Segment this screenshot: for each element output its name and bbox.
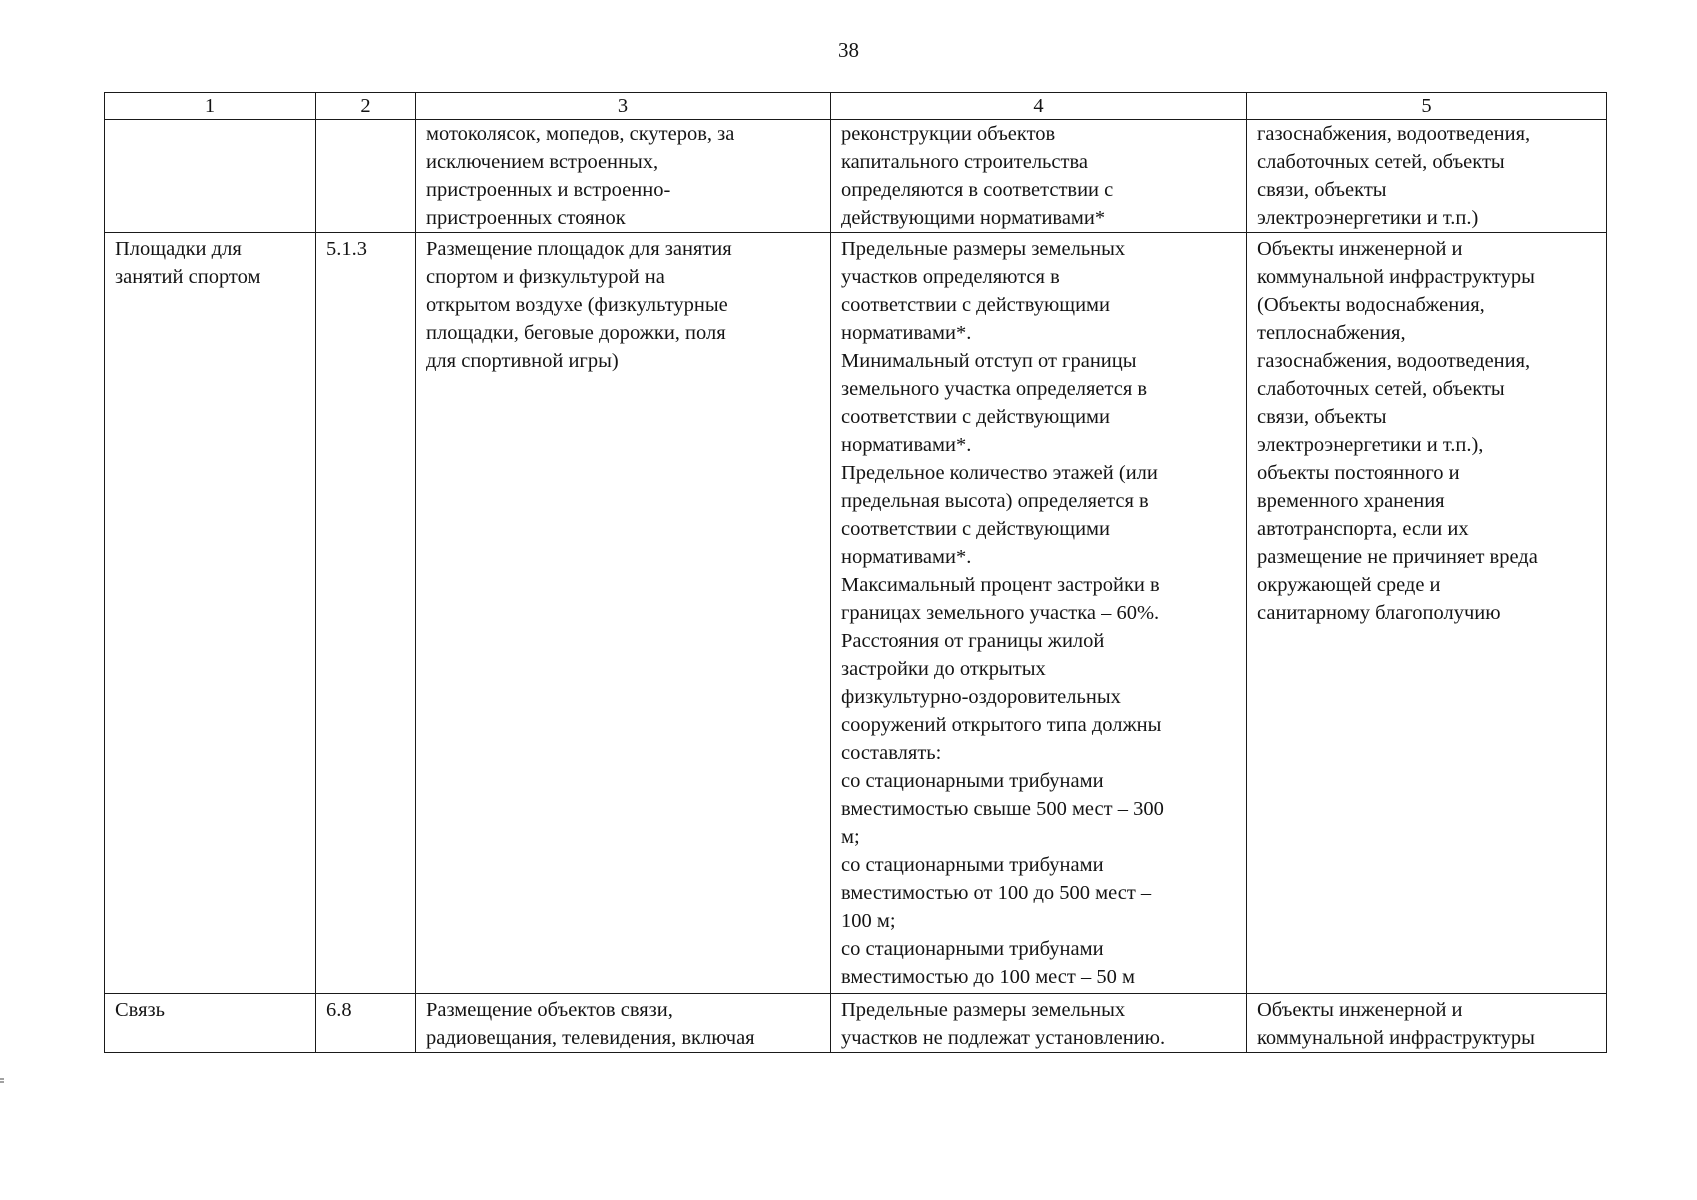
cell-description: Размещение площадок для занятия спортом и физкультурой на открытом воздухе (физкультурные площадки, беговые дорожки, поля для спортивной игры)	[416, 233, 831, 994]
cell-parameters: Предельные размеры земельных участков не подлежат установлению.	[831, 994, 1247, 1053]
header-col-4: 4	[831, 93, 1247, 120]
cell-code	[316, 120, 416, 233]
cell-use-name: Площадки для занятий спортом	[105, 233, 316, 994]
scan-edge-mark	[0, 1078, 4, 1083]
regulations-table	[104, 92, 1607, 1053]
cell-parameters: реконструкции объектов капитального строительства определяются в соответствии с действующими нормативами*	[831, 120, 1247, 233]
table-row	[105, 233, 1607, 994]
table-row	[105, 120, 1607, 233]
cell-use-name	[105, 120, 316, 233]
cell-use-name: Связь	[105, 994, 316, 1053]
header-col-2: 2	[316, 93, 416, 120]
cell-description: мотоколясок, мопедов, скутеров, за исключением встроенных, пристроенных и встроенно- пристроенных стоянок	[416, 120, 831, 233]
table-row	[105, 994, 1607, 1053]
page-number: 38	[838, 38, 859, 62]
cell-description: Размещение объектов связи, радиовещания, телевидения, включая	[416, 994, 831, 1053]
header-col-5: 5	[1247, 93, 1607, 120]
header-row	[105, 93, 1607, 120]
cell-code: 5.1.3	[316, 233, 416, 994]
cell-auxiliary-uses: газоснабжения, водоотведения, слаботочных сетей, объекты связи, объекты электроэнергетики и т.п.)	[1247, 120, 1607, 233]
cell-auxiliary-uses: Объекты инженерной и коммунальной инфраструктуры	[1247, 994, 1607, 1053]
cell-auxiliary-uses: Объекты инженерной и коммунальной инфраструктуры (Объекты водоснабжения, теплоснабжения, газоснабжения, водоотведения, слаботочных сетей, объекты связи, объекты электроэнергетики и т.п.), объекты постоянного и временного хранения автотранспорта, если их размещение не причиняет вреда окружающей среде и санитарному благополучию	[1247, 233, 1607, 994]
header-col-1: 1	[105, 93, 316, 120]
cell-parameters: Предельные размеры земельных участков определяются в соответствии с действующими нормативами*. Минимальный отступ от границы земельного участка определяется в соответствии с действующими нормативами*. Предельное количество этажей (или предельная высота) определяется в соответствии с действующими нормативами*. Максимальный процент застройки в границах земельного участка – 60%. Расстояния от границы жилой застройки до открытых физкультурно-оздоровительных сооружений открытого типа должны составлять: со стационарными трибунами вместимостью свыше 500 мест – 300 м; со стационарными трибунами вместимостью от 100 до 500 мест – 100 м; со стационарными трибунами вместимостью до 100 мест – 50 м	[831, 233, 1247, 994]
header-col-3: 3	[416, 93, 831, 120]
cell-code: 6.8	[316, 994, 416, 1053]
